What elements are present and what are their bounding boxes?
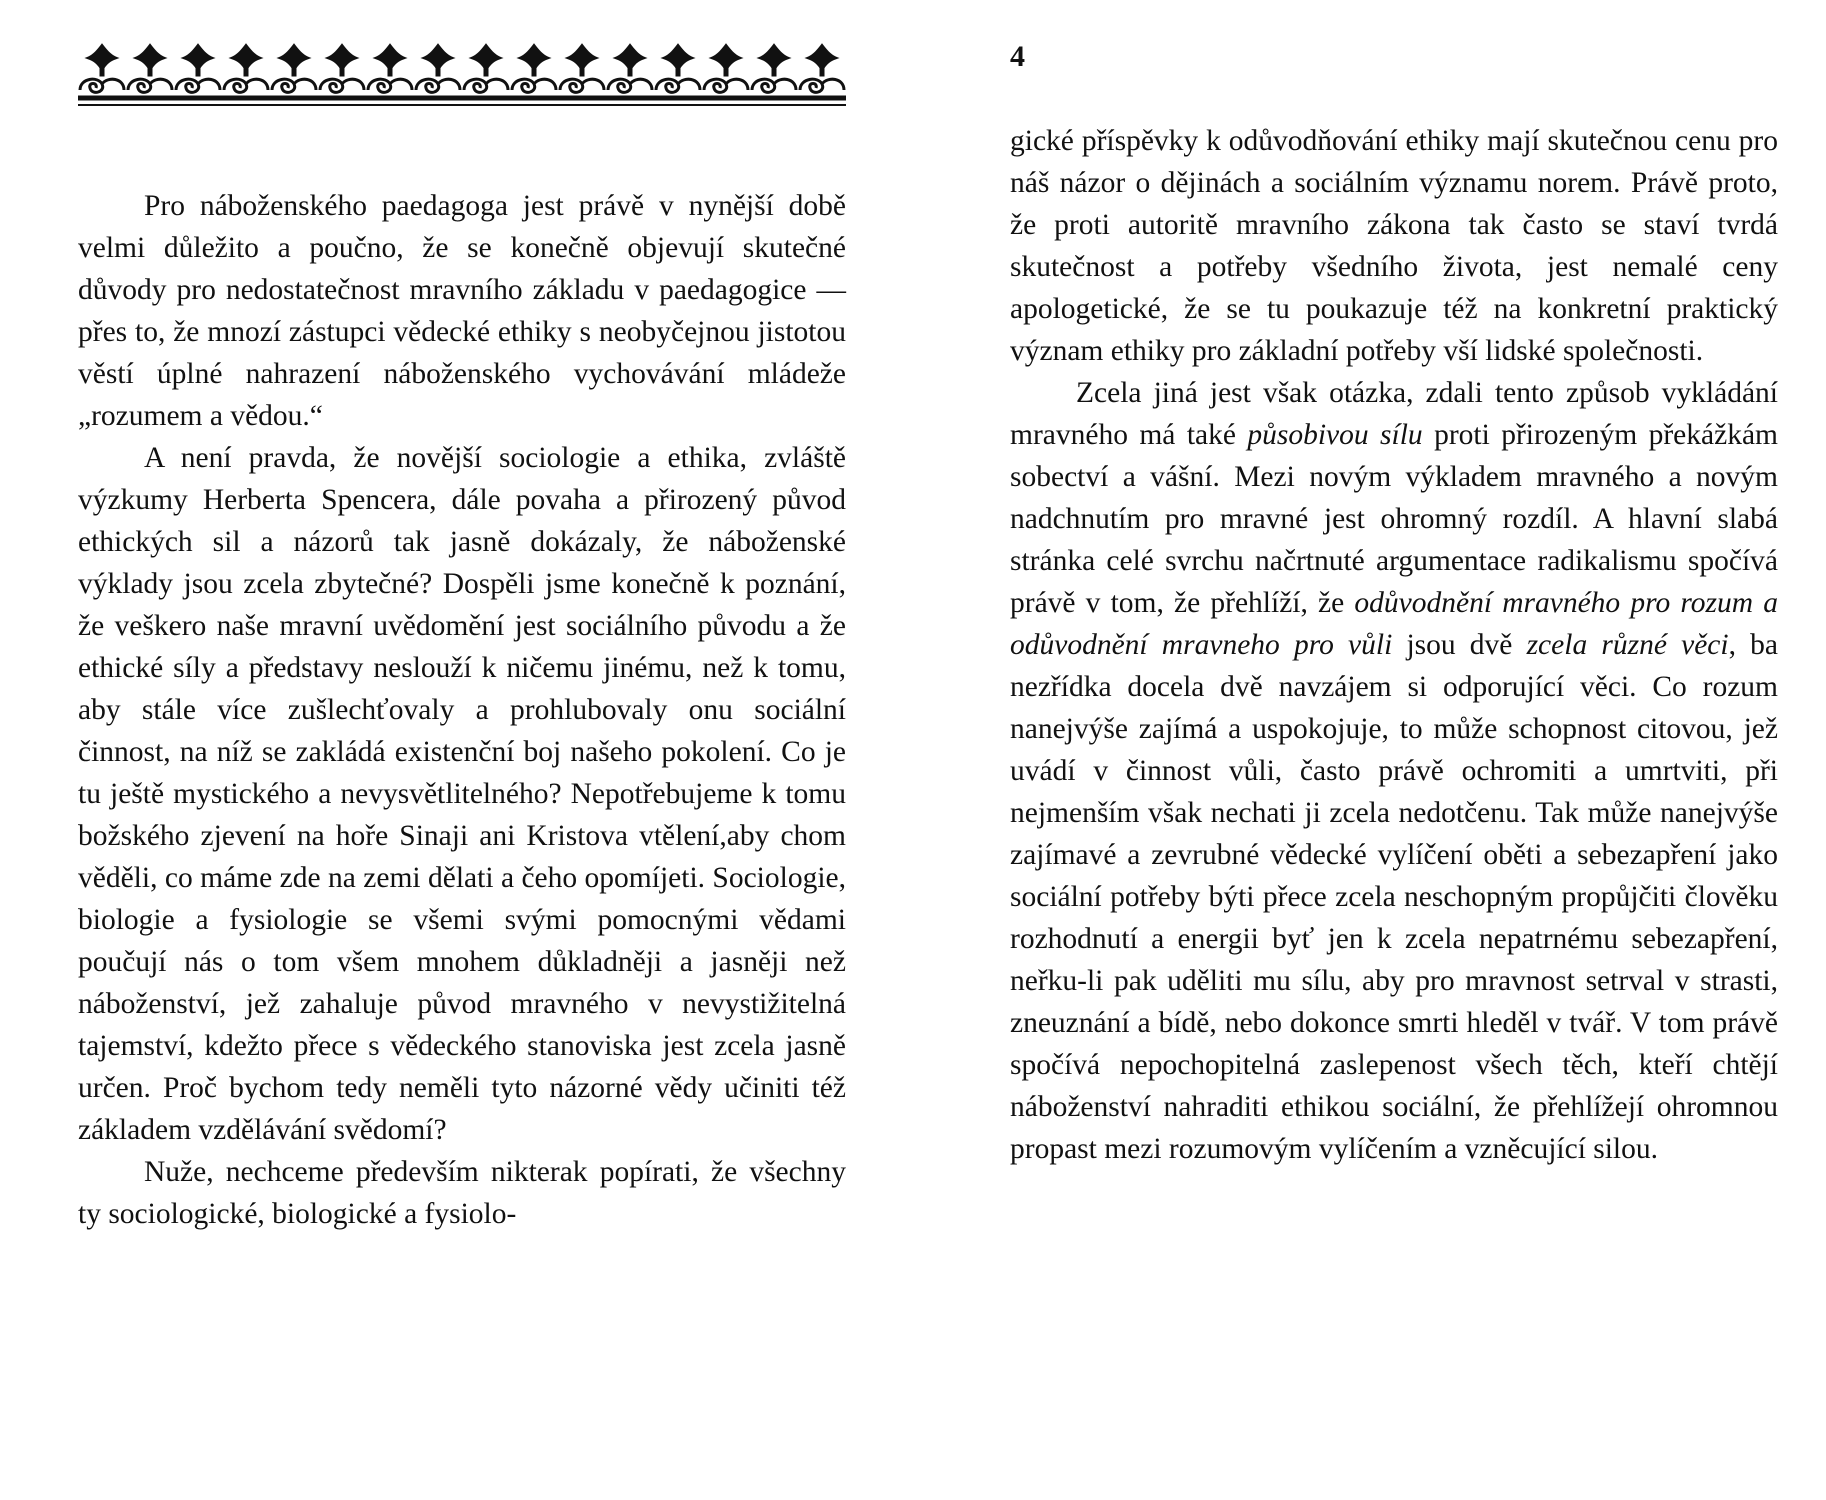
paragraph-1: Pro náboženského paedagoga jest právě v nynější době velmi důležito a poučno, že se konečně objevují skutečné důvody pro nedostatečnost mravního základu v paedagogice — přes to, že mnozí zástupci vědecké ethiky s neobyčejnou jistotou věstí úplné nahrazení náboženského vychovávání mládeže „rozumem a vědou.“ — [78, 190, 846, 432]
text-run: jsou dvě — [1392, 629, 1527, 661]
emphasis-text: působivou sílu — [1247, 419, 1423, 451]
text-run: Zcela jiná jest však otázka, zdali tento způsob vykládání mravného má také — [1010, 377, 1778, 451]
page-number: 4 — [1010, 40, 1025, 73]
paragraph-3: Nuže, nechceme především nikterak popírati, že všechny ty sociologické, biologické a fysiolo- — [78, 1156, 846, 1230]
right-page-text — [1010, 120, 1778, 1170]
paragraph-continuation: gické příspěvky k odůvodňování ethiky mají skutečnou cenu pro náš názor o dějinách a sociálním významu norem. Právě proto, že proti autoritě mravního zákona tak často se staví tvrdá skutečnost a potřeby všedního života, jest nemalé ceny apologetické, že se tu poukazuje též na konkretní praktický význam ethiky pro základní potřeby vší lidské společnosti. — [1010, 125, 1778, 367]
paragraph-4 — [1010, 372, 1778, 1170]
emphasis-text: zcela různé věci — [1526, 629, 1729, 661]
left-page-text — [78, 185, 846, 1235]
header-rule — [78, 104, 846, 106]
paragraph-2: A není pravda, že novější sociologie a ethika, zvláště výzkumy Herberta Spencera, dále povaha a přirozený původ ethických sil a názorů tak jasně dokázaly, že náboženské výklady jsou zcela zbytečné? Dospěli jsme konečně k poznání, že veškero naše mravní uvědomění jest sociálního původu a že ethické síly a představy neslouží k ničemu jinému, než k tomu, aby stále více zušlechťovaly a prohlubovaly onu sociální činnost, na níž se zakládá existenční boj našeho pokolení. Co je tu ještě mystického a nevysvětlitelného? Nepotřebujeme k tomu božského zjevení na hoře Sinaji ani Kristova vtělení,aby chom věděli, co máme zde na zemi dělati a čeho opomíjeti. Sociologie, biologie a fysiologie se všemi svými pomocnými vědami poučují nás o tom všem mnohem důkladněji a jasněji než náboženství, jež zahaluje původ mravného v nevystižitelná tajemství, kdežto přece s vědeckého stanoviska jest zcela jasně určen. Proč bychom tedy neměli tyto názorné vědy učiniti též základem vzdělávání svědomí? — [78, 442, 846, 1146]
emphasis-text: odůvodnění mravného pro rozum a odůvodnění mravneho pro vůli — [1010, 587, 1778, 661]
text-run: , ba nezřídka docela dvě navzájem si odporující věci. Co rozum nanejvýše zajímá a uspokojuje, to může schopnost citovou, jež uvádí v činnost vůli, často právě ochromiti a umrtviti, při nejmenším však nechati ji zcela nedotčenu. Tak může nanejvýše zajímavé a zevrubné vědecké vylíčení oběti a sebezapření jako sociální potřeby býti přece zcela neschopným propůjčiti člověku rozhodnutí a energii byť jen k zcela nepatrnému sebezapření, neřku-li pak uděliti mu sílu, aby pro mravnost setrval v strasti, zneuznání a bídě, nebo dokonce smrti hleděl v tvář. V tom právě spočívá nepochopitelná zaslepenost všech těch, kteří chtějí náboženství nahraditi ethikou sociální, že přehlížejí ohromnou propast mezi rozumovým vylíčením a vzněcující silou. — [1010, 629, 1778, 1165]
decorative-header-ornament — [78, 38, 846, 102]
text-run: proti přirozeným překážkám sobectví a vášní. Mezi novým výkladem mravného a novým nadchnutím pro mravné jest ohromný rozdíl. A hlavní slabá stránka celé svrchu načrtnuté argumentace radikalismu spočívá právě v tom, že přehlíží, že — [1010, 419, 1778, 619]
